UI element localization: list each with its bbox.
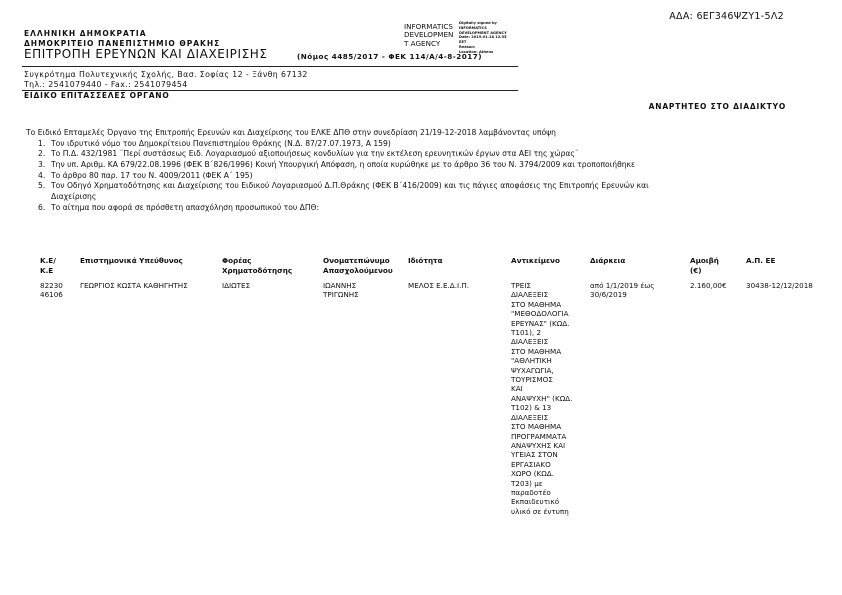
col-header-status bbox=[408, 256, 443, 266]
phone-fax-line: Τηλ.: 2541079440 - Fax.: 2541079454 bbox=[24, 80, 188, 89]
header-line: Φορέας bbox=[222, 256, 252, 265]
cell-ap bbox=[746, 281, 813, 290]
subject-line: υλικό σε έντυπη bbox=[511, 506, 569, 516]
stamp-detail: INFORMATICS bbox=[459, 25, 487, 30]
subject-line: ΔΙΑΛΕΞΕΙΣ bbox=[511, 337, 549, 347]
col-header-funder bbox=[222, 256, 292, 275]
subject-line: ΑΝΑΨΥΧΗ" (ΚΩΔ. bbox=[511, 393, 573, 403]
cell-line: ΙΩΑΝΝΗΣ bbox=[323, 281, 357, 290]
intro-text: Το Ειδικό Επταμελές Όργανο της Επιτροπής Ερευνών και Διαχείρισης του ΕΛΚΕ ΔΠΘ στην συνεδρίαση 21/19-12-2018 λαμβάνοντας υπόψη bbox=[26, 128, 556, 137]
stamp-line: T AGENCY bbox=[404, 38, 441, 48]
subject-line: ΤΡΕΙΣ bbox=[511, 281, 531, 290]
subject-line: ΕΡΕΥΝΑΣ" (ΚΩΔ. bbox=[511, 318, 570, 328]
cell-subject bbox=[511, 281, 591, 516]
col-header-duration bbox=[590, 256, 625, 266]
header-line: Διάρκεια bbox=[590, 256, 626, 265]
organ-name: ΕΙΔΙΚΟ ΕΠΙΤΑΣΣΕΛΕΣ ΟΡΓΑΝΟ bbox=[24, 91, 170, 100]
header-line: Κ.Ε bbox=[40, 265, 54, 275]
stamp-detail: Location: Athens bbox=[459, 49, 494, 54]
cell-name bbox=[323, 281, 359, 300]
subject-line: ΥΓΕΙΑΣ ΣΤΟΝ bbox=[511, 450, 558, 460]
subject-line: ΧΩΡΟ (ΚΩΔ. bbox=[511, 469, 554, 479]
header-rule bbox=[22, 66, 518, 67]
stamp-detail: DEVELOPMENT AGENCY bbox=[459, 30, 507, 35]
header-line: Ιδιότητα bbox=[408, 256, 443, 265]
subject-line: "ΜΕΘΟΔΟΛΟΓΙΑ bbox=[511, 309, 569, 319]
consideration-item bbox=[38, 139, 391, 148]
subject-line: παραδοτέο bbox=[511, 487, 551, 497]
subject-line: Τ101), 2 bbox=[511, 328, 542, 338]
cell-ke bbox=[40, 281, 63, 300]
posting-note: ΑΝΑΡΤΗΤΕΟ ΣΤΟ ΔΙΑΔΙΚΤΥΟ bbox=[648, 102, 786, 111]
item-text: Το Π.Δ. 432/1981 ¨Περί συστάσεως Ειδ. Λογαριασμού αξιοποιήσεως κονδυλίων για την εκτέλεση ερευνητικών έργων στα ΑΕΙ της χώρας¨ bbox=[51, 149, 579, 158]
subject-line: ΣΤΟ ΜΑΘΗΜΑ bbox=[511, 422, 562, 432]
subject-line: ΠΡΟΓΡΑΜΜΑΤΑ bbox=[511, 431, 567, 441]
subject-line: ΨΥΧΑΓΩΓΙΑ, bbox=[511, 365, 554, 375]
consideration-item bbox=[38, 203, 319, 212]
header-line: Χρηματοδότησης bbox=[222, 265, 293, 275]
header-line: (€) bbox=[690, 265, 702, 275]
cell-line: 2.160,00€ bbox=[690, 281, 727, 290]
subject-line: ΣΤΟ ΜΑΘΗΜΑ bbox=[511, 299, 562, 309]
item-text: Το αίτημα που αφορά σε πρόσθετη απασχόληση προσωπικού του ΔΠΘ: bbox=[51, 203, 320, 212]
stamp-detail: EET bbox=[459, 40, 467, 45]
signature-stamp bbox=[404, 23, 453, 48]
col-header-pay bbox=[690, 256, 719, 275]
item-number: 3. bbox=[38, 160, 46, 169]
cell-line: από 1/1/2019 έως bbox=[590, 281, 655, 290]
consideration-item bbox=[38, 171, 253, 180]
country-name: ΕΛΛΗΝΙΚΗ ΔΗΜΟΚΡΑΤΙΑ bbox=[24, 29, 147, 38]
header-line: Κ.Ε/ bbox=[40, 256, 56, 265]
cell-line: 30438-12/12/2018 bbox=[746, 281, 813, 290]
cell-line: 82230 bbox=[40, 281, 63, 290]
cell-line: 30/6/2019 bbox=[590, 290, 627, 300]
cell-line: ΓΕΩΡΓΙΟΣ ΚΩΣΤΑ ΚΑΘΗΓΗΤΗΣ bbox=[80, 281, 188, 290]
cell-line: ΙΔΙΩΤΕΣ bbox=[222, 281, 251, 290]
header-line: Ονοματεπώνυμο bbox=[323, 256, 390, 265]
cell-pay bbox=[690, 281, 727, 290]
item-number: 6. bbox=[38, 203, 46, 212]
stamp-detail: Digitally signed by bbox=[459, 21, 497, 25]
stamp-detail: Reason: bbox=[459, 44, 476, 49]
consideration-item bbox=[38, 149, 579, 158]
subject-line: ΚΑΙ bbox=[511, 384, 523, 394]
university-name: ΔΗΜΟΚΡΙΤΕΙΟ ΠΑΝΕΠΙΣΤΗΜΙΟ ΘΡΑΚΗΣ bbox=[24, 39, 221, 48]
cell-status bbox=[408, 281, 469, 290]
subject-line: ΤΟΥΡΙΣΜΟΣ bbox=[511, 375, 553, 385]
address-line: Συγκρότημα Πολυτεχνικής Σχολής, Βασ. Σοφίας 12 - Ξάνθη 67132 bbox=[24, 70, 308, 79]
header-line: Απασχολούμενου bbox=[323, 265, 393, 275]
item-text: Το άρθρο 80 παρ. 17 του Ν. 4009/2011 (ΦΕΚ Α΄ 195) bbox=[51, 171, 253, 180]
subject-line: ΔΙΑΛΕΞΕΙΣ bbox=[511, 290, 549, 300]
item-continuation: Διαχείρισης bbox=[51, 192, 97, 201]
subject-line: ΔΙΑΛΕΞΕΙΣ bbox=[511, 412, 549, 422]
col-header-ap bbox=[746, 256, 775, 266]
col-header-supervisor bbox=[80, 256, 183, 266]
item-text: Τον Οδηγό Χρηματοδότησης και Διαχείρισης του Ειδικού Λογαριασμού Δ.Π.Θράκης (ΦΕΚ Β΄416/2009) και τις πάγιες αποφάσεις της Επιτροπής Ερευνών και bbox=[51, 181, 649, 190]
subject-line: Τ203) με bbox=[511, 478, 543, 488]
subject-line: ΣΤΟ ΜΑΘΗΜΑ bbox=[511, 346, 562, 356]
header-line: Επιστημονικά Υπεύθυνος bbox=[80, 256, 183, 265]
consideration-item bbox=[38, 160, 635, 169]
signature-details bbox=[459, 21, 507, 55]
cell-line: 46106 bbox=[40, 290, 63, 300]
col-header-subject bbox=[511, 256, 560, 266]
stamp-detail: Date: 2019.01.18 12:35 bbox=[459, 35, 507, 40]
header-line: Αντικείμενο bbox=[511, 256, 560, 265]
subject-line: Εκπαιδευτικό bbox=[511, 497, 560, 507]
header-line: Α.Π. ΕΕ bbox=[746, 256, 776, 265]
cell-duration bbox=[590, 281, 654, 300]
item-number: 4. bbox=[38, 171, 46, 180]
cell-line: ΤΡΙΓΩΝΗΣ bbox=[323, 290, 359, 300]
col-header-name bbox=[323, 256, 393, 275]
subject-line: "ΑΘΛΗΤΙΚΗ bbox=[511, 356, 552, 366]
header-line: Αμοιβή bbox=[690, 256, 719, 265]
subject-line: ΕΡΓΑΣΙΑΚΟ bbox=[511, 459, 551, 469]
ada-code: ΑΔΑ: 6ΕΓ346ΨΖΥ1-5Λ2 bbox=[669, 11, 784, 22]
item-number: 1. bbox=[38, 139, 46, 148]
cell-line: ΜΕΛΟΣ Ε.Ε.Δ.Ι.Π. bbox=[408, 281, 470, 290]
subject-line: ΑΝΑΨΥΧΗΣ ΚΑΙ bbox=[511, 440, 566, 450]
cell-funder bbox=[222, 281, 250, 290]
subject-line: Τ102) & 13 bbox=[511, 403, 552, 413]
item-text: Την υπ. Αριθμ. ΚΑ 679/22.08.1996 (ΦΕΚ Β΄826/1996) Κοινή Υπουργική Απόφαση, η οποία κυρώθηκε με το άρθρο 36 του Ν. 3794/2009 και τροποποιήθηκε bbox=[51, 160, 636, 169]
consideration-item bbox=[38, 181, 649, 190]
item-text: Τον ιδρυτικό νόμο του Δημοκρίτειου Πανεπιστημίου Θράκης (Ν.Δ. 87/27.07.1973, Α 159) bbox=[51, 139, 391, 148]
stamp-line: DEVELOPMEN bbox=[404, 30, 454, 40]
cell-supervisor bbox=[80, 281, 188, 290]
item-number: 2. bbox=[38, 149, 46, 158]
col-header-ke bbox=[40, 256, 56, 275]
law-reference: (Νόμος 4485/2017 - ΦΕΚ 114/Α/4-8-2017) bbox=[297, 52, 483, 61]
stamp-line: INFORMATICS bbox=[404, 22, 453, 31]
committee-title: ΕΠΙΤΡΟΠΗ ΕΡΕΥΝΩΝ ΚΑΙ ΔΙΑΧΕΙΡΙΣΗΣ bbox=[24, 47, 268, 61]
item-number: 5. bbox=[38, 181, 46, 190]
